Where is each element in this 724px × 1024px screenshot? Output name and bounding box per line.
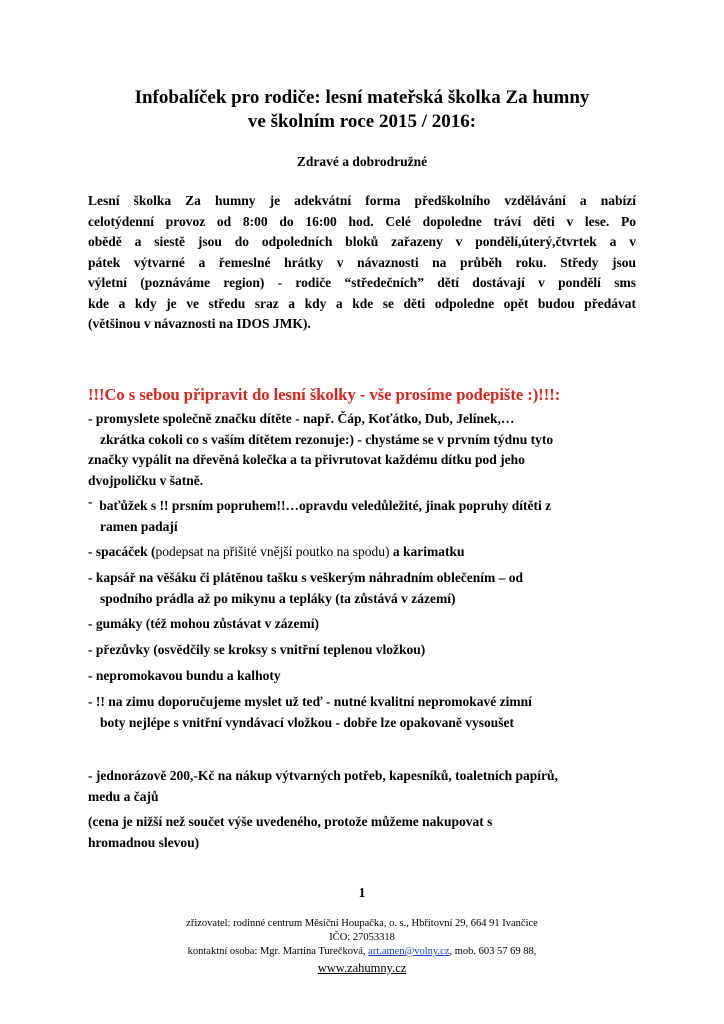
intro-line: celotýdenní provoz od 8:00 do 16:00 hod. Celé dopoledne tráví děti v lese. Po [88, 213, 636, 229]
item-text: - spacáček ( [88, 544, 156, 559]
item-line: hromadnou slevou) [88, 834, 200, 850]
checklist-item-poznamka [88, 812, 648, 853]
footer-website-link[interactable]: www.zahumny.cz [317, 961, 407, 975]
checklist-item-gumaky [88, 614, 648, 635]
checklist-item-bunda [88, 666, 648, 687]
item-line: - gumáky (též mohou zůstávat v zázemí) [88, 616, 319, 631]
checklist-item-prezuvky [88, 640, 648, 661]
title-line-1: Infobalíček pro rodiče: lesní mateřská školka Za humny [134, 87, 590, 108]
item-line: spodního prádla až po mikynu a tepláky (ta zůstává v zázemí) [100, 590, 456, 606]
intro-paragraph [88, 191, 636, 335]
checklist-item-spacak [88, 542, 648, 563]
item-line: - kapsář na věšáku či plátěnou tašku s veškerým náhradním oblečením – od [88, 570, 524, 585]
checklist-heading: !!!Co s sebou připravit do lesní školky - vše prosíme podepište :)!!!: [88, 385, 561, 404]
checklist-item-znacka [88, 409, 648, 491]
intro-line: (většinou v návaznosti na IDOS JMK). [88, 316, 311, 331]
footer-ico: IČO: 27053318 [329, 932, 395, 943]
item-line: - !! na zimu doporučujeme myslet už teď - nutné kvalitní nepromokavé zimní [88, 694, 532, 709]
intro-line: obědě a siestě jsou do odpoledních bloků zařazeny v pondělí,úterý,čtvrtek a v [88, 234, 636, 249]
item-line: dvojpoličku v šatně. [88, 472, 204, 488]
item-text-normal: podepsat na přišité vnější poutko na spodu) [155, 544, 390, 559]
intro-line: výletní (poznáváme region) - rodiče “středečních” dětí dostávají v pondělí sms [88, 275, 636, 290]
footer-contact-suffix: , mob. 603 57 69 88, [449, 946, 537, 957]
footer [0, 917, 724, 975]
checklist-item-zima [88, 692, 648, 733]
intro-line: Lesní školka Za humny je adekvátní forma předškolního vzdělávání a nabízí [88, 193, 636, 208]
item-line: - jednorázově 200,-Kč na nákup výtvarných potřeb, kapesníků, toaletních papírů, [88, 768, 558, 783]
checklist-item-batuzek [88, 496, 648, 537]
item-line: medu a čajů [88, 788, 159, 804]
footer-website [0, 961, 724, 975]
checklist-item-kapsar [88, 568, 648, 609]
item-line: zkrátka cokoli co s vaším dítětem rezonuje:) - chystáme se v prvním týdnu tyto [100, 431, 554, 447]
footer-contact-prefix: kontaktní osoba: Mgr. Martina Turečková, [187, 946, 369, 957]
item-line: - přezůvky (osvědčily se kroksy s vnitřní teplenou vložkou) [88, 642, 426, 657]
item-line: baťůžek s !! prsním popruhem!!…opravdu veledůležité, jinak popruhy dítěti z [99, 498, 552, 513]
item-line: - promyslete společně značku dítěte - např. Čáp, Koťátko, Dub, Jelínek,… [88, 411, 515, 426]
document-title [0, 86, 724, 134]
intro-line: kde a kdy je ve středu sraz a kdy a kde se děti odpoledne opět budou předávat [88, 295, 636, 311]
document-subtitle: Zdravé a dobrodružné [296, 154, 428, 169]
footer-founder: zřizovatel: rodinné centrum Měsíční Houpačka, o. s., Hbřitovní 29, 664 91 Ivančice [186, 918, 538, 929]
footer-email-link[interactable]: art.amen@volny.cz [368, 946, 450, 957]
checklist-item-poplatek [88, 766, 648, 807]
footer-contact [0, 945, 724, 959]
item-line: značky vypálit na dřevěná kolečka a ta přivrutovat každému dítku pod jeho [88, 452, 525, 467]
intro-line: pátek výtvarné a řemeslné hrátky v návaznosti na průběh roku. Středy jsou [88, 254, 636, 270]
item-dash: - [88, 494, 93, 509]
item-line: ramen padají [100, 518, 178, 534]
page-number: 1 [358, 885, 366, 900]
item-text: a karimatku [389, 544, 465, 559]
title-line-2: ve školním roce 2015 / 2016: [247, 111, 477, 132]
item-line: (cena je nižší než součet výše uvedeného, protože můžeme nakupovat s [88, 814, 493, 829]
item-line: - nepromokavou bundu a kalhoty [88, 668, 281, 683]
item-line: boty nejlépe s vnitřní vyndávací vložkou - dobře lze opakovaně vysoušet [100, 714, 515, 730]
